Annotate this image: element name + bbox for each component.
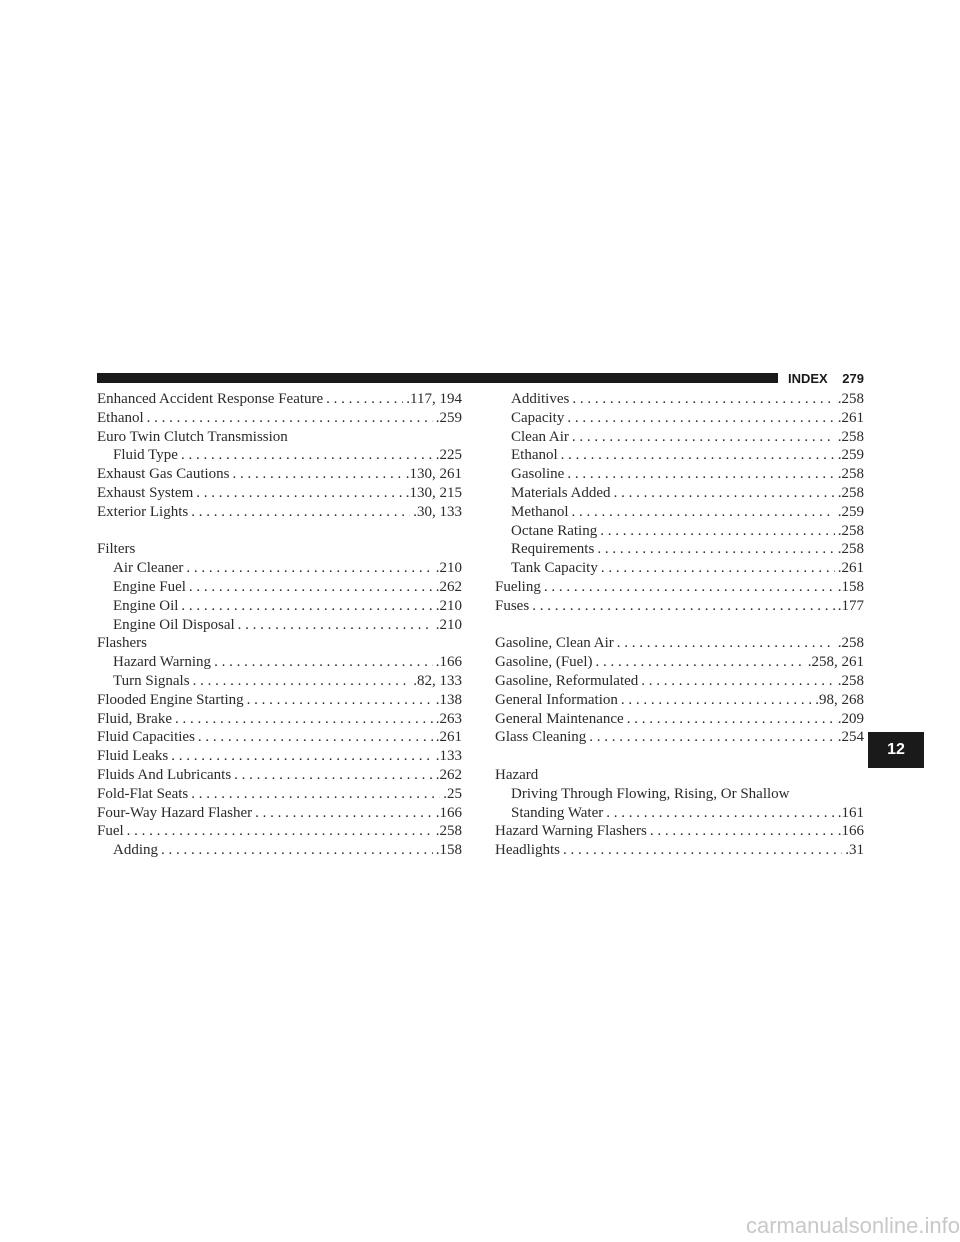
header-rule bbox=[97, 373, 778, 383]
index-entry bbox=[97, 484, 462, 503]
index-term: Fluids And Lubricants bbox=[97, 766, 232, 783]
dot-leader bbox=[563, 841, 842, 860]
index-entry bbox=[97, 597, 462, 616]
index-entry bbox=[97, 747, 462, 766]
index-term: Clean Air bbox=[511, 428, 569, 445]
dot-leader bbox=[589, 728, 835, 747]
index-term: General Information bbox=[495, 691, 618, 708]
index-term: Glass Cleaning bbox=[495, 729, 587, 746]
index-entry bbox=[97, 409, 462, 428]
index-page-refs: .30, 133 bbox=[413, 503, 462, 520]
index-page-refs: .259 bbox=[837, 503, 864, 520]
index-term: Fluid Leaks bbox=[97, 748, 169, 765]
index-page-refs: .258 bbox=[837, 428, 864, 445]
index-term: Enhanced Accident Response Feature bbox=[97, 391, 324, 407]
dot-leader bbox=[606, 804, 835, 823]
index-entry bbox=[97, 785, 462, 804]
index-page-refs: .98, 268 bbox=[815, 691, 864, 708]
index-entry bbox=[97, 822, 462, 841]
index-entry bbox=[495, 710, 864, 729]
watermark: carmanualsonline.info bbox=[745, 1213, 960, 1238]
index-page-refs: .117, 194 bbox=[406, 391, 462, 407]
index-term: Four-Way Hazard Flasher bbox=[97, 804, 253, 821]
dot-leader bbox=[572, 390, 834, 409]
dot-leader bbox=[196, 484, 403, 503]
index-page-refs: .258 bbox=[837, 541, 864, 558]
dot-leader bbox=[191, 503, 410, 522]
index-page-refs: .258 bbox=[435, 823, 462, 840]
index-term: Requirements bbox=[511, 541, 595, 558]
index-term: Ethanol bbox=[511, 447, 558, 464]
index-entry bbox=[495, 728, 864, 747]
index-term: Fluid Capacities bbox=[97, 729, 195, 746]
dot-leader bbox=[561, 446, 835, 465]
index-term: Air Cleaner bbox=[113, 560, 184, 577]
index-page-refs: .258 bbox=[837, 635, 864, 652]
index-term: Fluid Type bbox=[113, 447, 178, 464]
index-page-refs: .210 bbox=[435, 560, 462, 577]
index-term: Exhaust System bbox=[97, 484, 194, 501]
index-column-left bbox=[97, 390, 462, 860]
index-term: Exterior Lights bbox=[97, 503, 189, 520]
index-entry bbox=[495, 522, 864, 541]
index-entry bbox=[495, 465, 864, 484]
dot-leader bbox=[567, 409, 834, 428]
index-entry bbox=[97, 766, 462, 785]
dot-leader bbox=[614, 484, 835, 503]
index-entry bbox=[97, 691, 462, 710]
dot-leader bbox=[567, 465, 834, 484]
index-page-refs: .138 bbox=[435, 691, 462, 708]
index-page-refs: .263 bbox=[435, 710, 462, 727]
dot-leader bbox=[181, 597, 432, 616]
index-term: Engine Oil Disposal bbox=[113, 616, 235, 633]
index-heading bbox=[97, 428, 462, 447]
dot-leader bbox=[214, 653, 433, 672]
index-entry bbox=[495, 446, 864, 465]
index-entry bbox=[97, 728, 462, 747]
index-term: Hazard Warning Flashers bbox=[495, 823, 647, 840]
index-term: Tank Capacity bbox=[511, 560, 598, 577]
index-term: Gasoline, Clean Air bbox=[495, 635, 614, 652]
index-entry bbox=[495, 634, 864, 653]
index-term: Ethanol bbox=[97, 409, 144, 426]
index-page-refs: .258 bbox=[837, 391, 864, 407]
dot-leader bbox=[238, 616, 433, 635]
index-term: Standing Water bbox=[511, 804, 604, 821]
section-gap bbox=[495, 747, 864, 766]
index-term: Driving Through Flowing, Rising, Or Shallow bbox=[511, 785, 790, 802]
index-page-refs: .161 bbox=[837, 804, 864, 821]
index-term: Fueling bbox=[495, 578, 541, 595]
index-term: Gasoline, (Fuel) bbox=[495, 654, 593, 671]
index-term: Adding bbox=[113, 842, 158, 859]
index-term: Hazard Warning bbox=[113, 654, 212, 671]
index-entry bbox=[97, 804, 462, 823]
index-entry bbox=[495, 428, 864, 447]
index-page-refs: .258 bbox=[837, 484, 864, 501]
index-page-refs: .31 bbox=[845, 842, 864, 859]
index-entry bbox=[495, 390, 864, 409]
index-term: Filters bbox=[97, 541, 136, 558]
index-term: Gasoline bbox=[511, 466, 565, 483]
dot-leader bbox=[161, 841, 433, 860]
dot-leader bbox=[189, 578, 433, 597]
index-page-refs: .261 bbox=[837, 560, 864, 577]
dot-leader bbox=[193, 672, 411, 691]
dot-leader bbox=[600, 522, 835, 541]
index-page-refs: .225 bbox=[435, 447, 462, 464]
index-page-refs: .166 bbox=[837, 823, 864, 840]
index-entry bbox=[97, 616, 462, 635]
dot-leader bbox=[572, 428, 835, 447]
section-gap bbox=[495, 616, 864, 635]
section-title: INDEX bbox=[788, 370, 828, 386]
index-entry bbox=[495, 672, 864, 691]
index-heading bbox=[495, 785, 864, 804]
index-term: Engine Fuel bbox=[113, 578, 186, 595]
index-page-refs: .258 bbox=[837, 672, 864, 689]
index-term: Headlights bbox=[495, 842, 560, 859]
dot-leader bbox=[198, 728, 433, 747]
index-page-refs: .262 bbox=[435, 766, 462, 783]
index-page-refs: .158 bbox=[435, 842, 462, 859]
index-term: Additives bbox=[511, 391, 570, 407]
index-page-refs: .261 bbox=[837, 409, 864, 426]
dot-leader bbox=[627, 710, 835, 729]
dot-leader bbox=[191, 785, 440, 804]
index-entry bbox=[97, 503, 462, 522]
index-page-refs: .209 bbox=[837, 710, 864, 727]
dot-leader bbox=[233, 465, 403, 484]
index-entry bbox=[495, 409, 864, 428]
index-entry bbox=[495, 597, 864, 616]
index-page-refs: .258, 261 bbox=[807, 654, 864, 671]
dot-leader bbox=[617, 634, 835, 653]
index-entry bbox=[97, 841, 462, 860]
index-page-refs: .258 bbox=[837, 466, 864, 483]
index-term: Fuel bbox=[97, 823, 124, 840]
index-entry bbox=[495, 559, 864, 578]
dot-leader bbox=[247, 691, 433, 710]
section-gap bbox=[97, 522, 462, 541]
index-term: Turn Signals bbox=[113, 672, 190, 689]
index-term: Fuses bbox=[495, 597, 530, 614]
index-entry bbox=[495, 841, 864, 860]
index-term: Capacity bbox=[511, 409, 565, 426]
index-term: Euro Twin Clutch Transmission bbox=[97, 428, 288, 445]
index-page-refs: .130, 215 bbox=[405, 484, 462, 501]
index-page-refs: .210 bbox=[435, 616, 462, 633]
index-entry bbox=[97, 390, 462, 409]
dot-leader bbox=[255, 804, 433, 823]
index-entry bbox=[495, 503, 864, 522]
index-page-refs: .258 bbox=[837, 522, 864, 539]
index-entry bbox=[97, 446, 462, 465]
dot-leader bbox=[181, 446, 433, 465]
index-term: Octane Rating bbox=[511, 522, 598, 539]
index-term: Engine Oil bbox=[113, 597, 179, 614]
dot-leader bbox=[641, 672, 834, 691]
index-page-refs: .130, 261 bbox=[405, 466, 462, 483]
index-heading bbox=[97, 634, 462, 653]
index-page-refs: .259 bbox=[435, 409, 462, 426]
index-page-refs: .133 bbox=[435, 748, 462, 765]
dot-leader bbox=[175, 710, 433, 729]
index-term: Flashers bbox=[97, 635, 147, 652]
index-term: Fluid, Brake bbox=[97, 710, 172, 727]
dot-leader bbox=[572, 503, 835, 522]
index-term: Materials Added bbox=[511, 484, 611, 501]
index-page-refs: .210 bbox=[435, 597, 462, 614]
dot-leader bbox=[234, 766, 433, 785]
index-term: Flooded Engine Starting bbox=[97, 691, 244, 708]
index-entry bbox=[97, 578, 462, 597]
dot-leader bbox=[326, 390, 403, 409]
index-entry bbox=[97, 672, 462, 691]
dot-leader bbox=[147, 409, 433, 428]
index-page-refs: .82, 133 bbox=[413, 672, 462, 689]
dot-leader bbox=[650, 822, 835, 841]
index-term: Gasoline, Reformulated bbox=[495, 672, 639, 689]
chapter-tab: 12 bbox=[868, 732, 924, 768]
index-entry bbox=[97, 653, 462, 672]
dot-leader bbox=[127, 822, 433, 841]
index-entry bbox=[495, 484, 864, 503]
index-entry bbox=[495, 804, 864, 823]
index-heading bbox=[97, 540, 462, 559]
index-term: Fold-Flat Seats bbox=[97, 785, 189, 802]
index-entry bbox=[495, 578, 864, 597]
index-entry bbox=[495, 691, 864, 710]
index-term: General Maintenance bbox=[495, 710, 624, 727]
dot-leader bbox=[621, 691, 812, 710]
index-entry bbox=[97, 465, 462, 484]
index-entry bbox=[97, 710, 462, 729]
index-entry bbox=[495, 653, 864, 672]
dot-leader bbox=[186, 559, 432, 578]
index-page-refs: .25 bbox=[443, 785, 462, 802]
index-page-refs: .158 bbox=[837, 578, 864, 595]
index-column-right bbox=[495, 390, 864, 860]
index-page-refs: .261 bbox=[435, 729, 462, 746]
index-heading bbox=[495, 766, 864, 785]
index-page-refs: .166 bbox=[435, 804, 462, 821]
index-term: Exhaust Gas Cautions bbox=[97, 466, 230, 483]
index-page-refs: .166 bbox=[435, 654, 462, 671]
dot-leader bbox=[532, 597, 835, 616]
index-page-refs: .177 bbox=[837, 597, 864, 614]
index-term: Hazard bbox=[495, 766, 539, 783]
running-header bbox=[788, 369, 864, 387]
index-entry bbox=[495, 540, 864, 559]
index-entry bbox=[97, 559, 462, 578]
page-number: 279 bbox=[842, 370, 864, 386]
dot-leader bbox=[171, 747, 433, 766]
dot-leader bbox=[595, 653, 804, 672]
index-page-refs: .262 bbox=[435, 578, 462, 595]
index-page-refs: .254 bbox=[837, 729, 864, 746]
index-entry bbox=[495, 822, 864, 841]
dot-leader bbox=[597, 540, 834, 559]
dot-leader bbox=[544, 578, 835, 597]
index-term: Methanol bbox=[511, 503, 569, 520]
dot-leader bbox=[601, 559, 835, 578]
index-page-refs: .259 bbox=[837, 447, 864, 464]
